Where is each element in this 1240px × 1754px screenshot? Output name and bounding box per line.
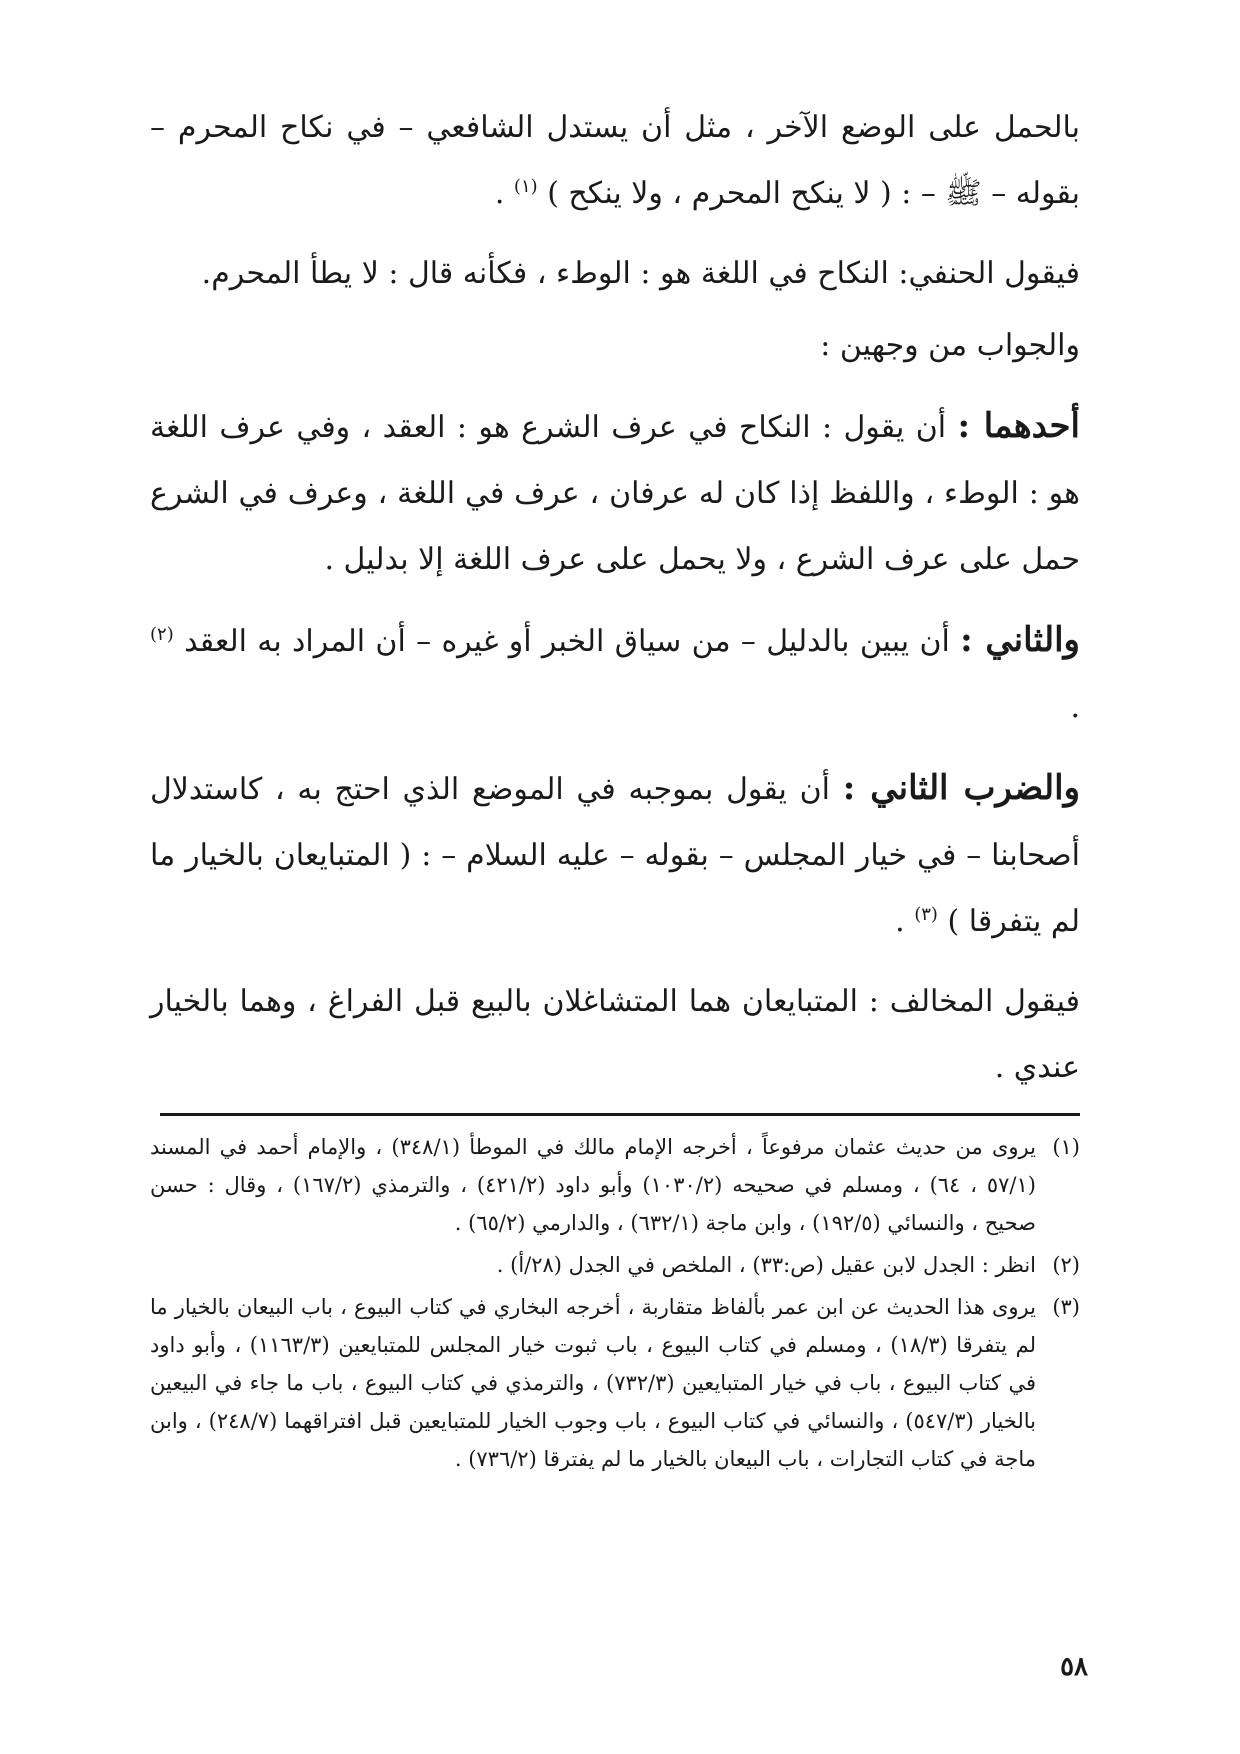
paragraph-4-text: أن يقول : النكاح في عرف الشرع هو : العقد ، وفي عرف اللغة هو : الوطء ، واللفظ إذا كان له عرفان ، عرف في اللغة ، وعرف في الشرع حمل على عرف الشرع ، ولا يحمل على عرف اللغة إلا بدليل . xyxy=(150,410,1080,577)
footnote-ref-3[interactable]: (٣) xyxy=(914,904,938,925)
paragraph-2 xyxy=(150,241,1080,307)
paragraph-3 xyxy=(150,313,1080,379)
paragraph-3-text: والجواب من وجهين : xyxy=(820,328,1080,363)
footnote-number: (١) xyxy=(1052,1135,1080,1159)
footnote-divider xyxy=(160,1113,1080,1116)
footnote-1 xyxy=(150,1128,1080,1242)
paragraph-1 xyxy=(150,95,1080,227)
paragraph-1-end: . xyxy=(494,176,505,211)
footnote-2 xyxy=(150,1246,1080,1284)
paragraph-4 xyxy=(150,393,1080,593)
page-number: ٥٨ xyxy=(1060,1652,1088,1682)
paragraph-6-text: أن يقول بموجبه في الموضع الذي احتج به ، كاستدلال أصحابنا – في خيار المجلس – بقوله – عليه السلام – : ( المتبايعان بالخيار ما لم يتفرقا ) xyxy=(150,772,1080,939)
paragraph-2-text: فيقول الحنفي: النكاح في اللغة هو : الوطء ، فكأنه قال : لا يطأ المحرم. xyxy=(201,256,1080,291)
footnote-text: يروى هذا الحديث عن ابن عمر بألفاظ متقاربة ، أخرجه البخاري في كتاب البيوع ، باب البيعان بالخيار ما لم يتفرقا (١٨/٣) ، ومسلم في كتاب البيوع ، باب ثبوت خيار المجلس للمتبايعين (١١٦٣/٣) ، وأبو داود في كتاب البيوع ، باب في خيار المتبايعين (٧٣٢/٣) ، والترمذي في كتاب البيوع ، باب ما جاء في البيعين بالخيار (٥٤٧/٣) ، والنسائي في كتاب البيوع ، باب وجوب الخيار للمتبايعين قبل افتراقهما (٢٤٨/٧) ، وابن ماجة في كتاب التجارات ، باب البيعان بالخيار ما لم يفترقا (٧٣٦/٢) . xyxy=(150,1295,1036,1471)
footnote-ref-2[interactable]: (٢) xyxy=(150,624,174,645)
paragraph-6-lead: والضرب الثاني : xyxy=(842,768,1080,808)
footnote-text: يروى من حديث عثمان مرفوعاً ، أخرجه الإمام مالك في الموطأ (٣٤٨/١) ، والإمام أحمد في المسند (٥٧/١ ، ٦٤) ، ومسلم في صحيحه (١٠٣٠/٢) وأبو داود (٤٢١/٢) ، والترمذي (١٦٧/٢) ، وقال : حسن صحيح ، والنسائي (١٩٢/٥) ، وابن ماجة (٦٣٢/١) ، والدارمي (٦٥/٢) . xyxy=(150,1135,1036,1235)
footnote-number: (٢) xyxy=(1052,1253,1080,1277)
paragraph-6-end: . xyxy=(895,904,905,939)
paragraph-7 xyxy=(150,969,1080,1101)
footnote-number: (٣) xyxy=(1052,1295,1080,1319)
paragraph-5-lead: والثاني : xyxy=(960,620,1080,660)
footnote-text: انظر : الجدل لابن عقيل (ص:٣٣) ، الملخص في الجدل (٢٨/أ) . xyxy=(496,1253,1036,1277)
paragraph-4-lead: أحدهما : xyxy=(957,406,1080,446)
footnote-3 xyxy=(150,1288,1080,1478)
paragraph-5-text: أن يبين بالدليل – من سياق الخبر أو غيره – أن المراد به العقد xyxy=(184,624,961,659)
paragraph-5-end: . xyxy=(1070,690,1080,725)
footnotes xyxy=(150,1128,1080,1482)
paragraph-1-text: بالحمل على الوضع الآخر ، مثل أن يستدل الشافعي – في نكاح المحرم – بقوله – ﷺ – : ( لا ينكح المحرم ، ولا ينكح ) xyxy=(150,110,1080,211)
paragraph-7-text: فيقول المخالف : المتبايعان هما المتشاغلان بالبيع قبل الفراغ ، وهما بالخيار عندي . xyxy=(150,984,1080,1085)
footnote-ref-1[interactable]: (١) xyxy=(513,176,538,197)
paragraph-5 xyxy=(150,607,1080,741)
paragraph-6 xyxy=(150,755,1080,955)
